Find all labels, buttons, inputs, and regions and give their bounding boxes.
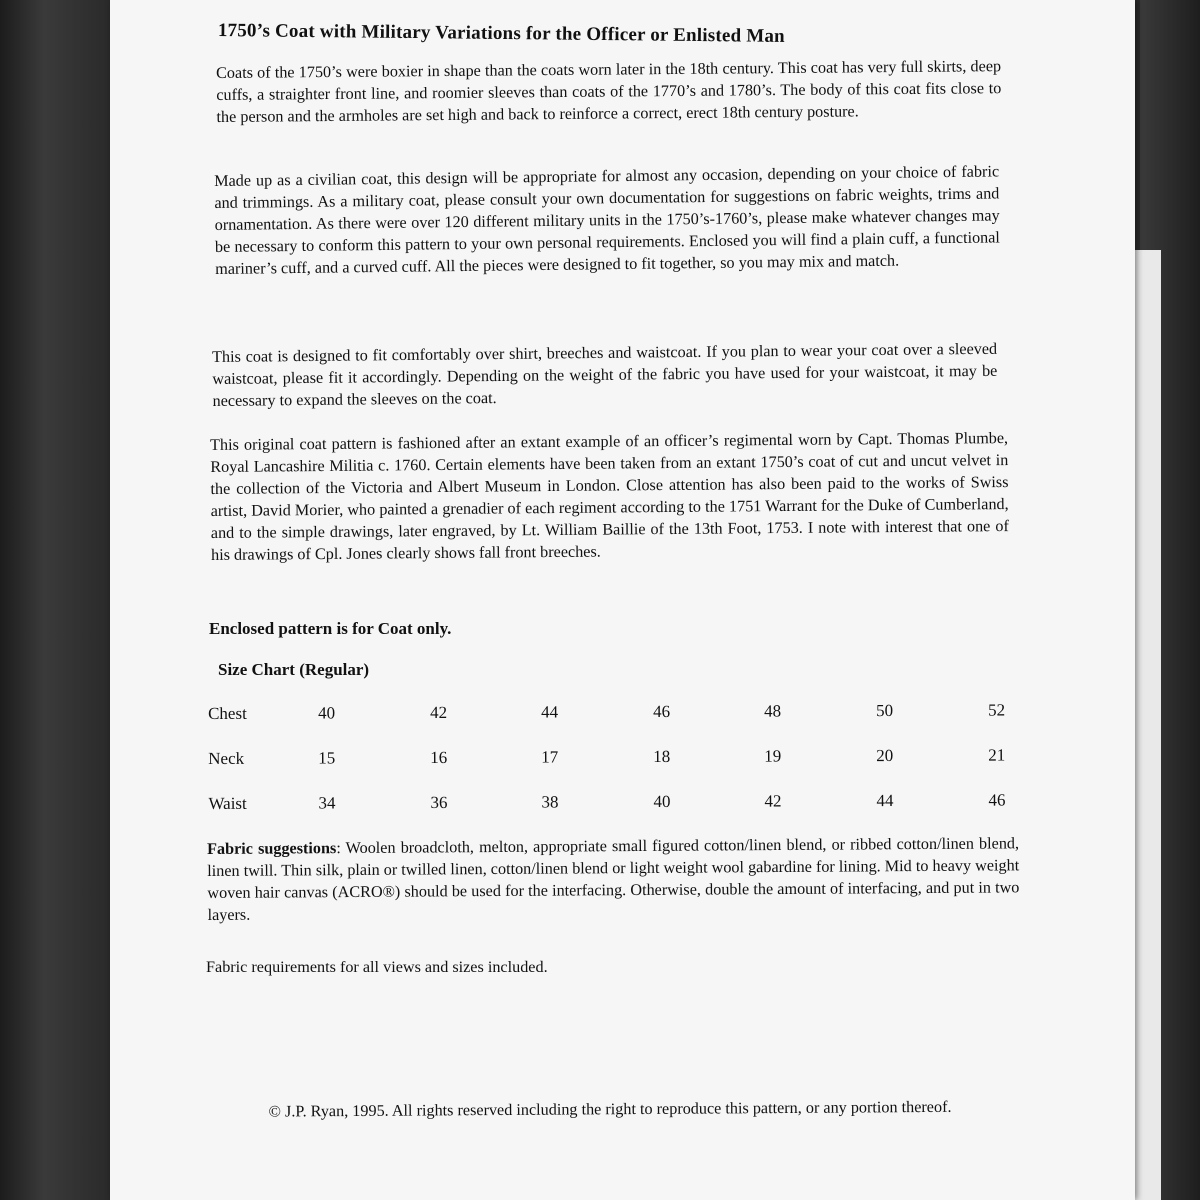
- background-left: [0, 0, 110, 1200]
- paragraph-intro: Coats of the 1750’s were boxier in shape than the coats worn later in the 18th century. This coat has very full skirts, deep cuffs, a straighter front line, and roomier sleeves than coats of the 1770’s and 1780’s. The body of this coat fits close to the person and the armholes are set high and back to reinforce a correct, erect 18th century posture.: [216, 57, 1002, 126]
- size-row-label: Chest: [208, 703, 247, 723]
- size-cell: 16: [430, 747, 448, 768]
- fabric-suggestions-text: : Woolen broadcloth, melton, appropriate small figured cotton/linen blend, or ribbed cotton/linen blend, linen twill. Thin silk, plain or twilled linen, cotton/linen blend or light weight wool gabardine for lining. Mid to heavy weight woven hair canvas (ACRO®) should be used for the interfacing. Otherwise, double the amount of interfacing, and put in two layers.: [207, 834, 1020, 924]
- size-cell: 52: [988, 700, 1006, 720]
- paragraph-history: This original coat pattern is fashioned after an extant example of an officer’s regimental worn by Capt. Thomas Plumbe, Royal Lancashire Militia c. 1760. Certain elements have been taken from an extant 1750’s coat of cut and uncut velvet in the collection of the Victoria and Albert Museum in London. Close attention has also been paid to the works of Swiss artist, David Morier, who painted a grenadier of each regiment according to the 1751 Warrant for the Duke of Cumberland, and to the simple drawings, later engraved, by Lt. William Baillie of the 13th Foot, 1753. I note with interest that one of his drawings of Cpl. Jones clearly shows fall front breeches.: [210, 429, 1009, 564]
- page-title: 1750’s Coat with Military Variations for the Officer or Enlisted Man: [217, 20, 786, 47]
- size-cell: 40: [318, 703, 336, 723]
- size-chart-title: Size Chart (Regular): [218, 660, 370, 679]
- size-cell: 50: [876, 701, 894, 721]
- requirements-note: Fabric requirements for all views and sizes included.: [206, 958, 548, 976]
- size-cell: 46: [653, 701, 671, 722]
- copyright-notice: © J.P. Ryan, 1995. All rights reserved including the right to reproduce this pattern, or any portion thereof.: [268, 1097, 952, 1121]
- paragraph-fit: This coat is designed to fit comfortably over shirt, breeches and waistcoat. If you plan to wear your coat over a sleeved waistcoat, please fit it accordingly. Depending on the weight of the fabric you have used for your waistcoat, it may be necessary to expand the sleeves on the coat.: [212, 339, 998, 410]
- size-row-neck: [208, 741, 1018, 790]
- size-cell: 44: [876, 791, 894, 811]
- size-cell: 21: [988, 745, 1006, 765]
- size-cell: 42: [764, 791, 782, 811]
- size-cell: 46: [988, 790, 1006, 810]
- size-cell: 15: [318, 748, 336, 768]
- size-cell: 42: [430, 702, 448, 723]
- document-page: [110, 0, 1135, 1200]
- size-row-chest: [208, 696, 1018, 745]
- fabric-suggestions-label: Fabric suggestions: [207, 839, 337, 858]
- paragraph-civilian-military: Made up as a civilian coat, this design will be appropriate for almost any occasion, depending on your choice of fabric and trimmings. As a military coat, please consult your own documentation for suggestions on fabric weights, trims and ornamentation. As there were over 120 different military units in the 1750’s-1760’s, please make whatever changes may be necessary to conform this pattern to your own personal requirements. Enclosed you will find a plain cuff, a functional mariner’s cuff, and a curved cuff. All the pieces were designed to fit together, so you may mix and match.: [214, 162, 1000, 278]
- size-cell: 18: [653, 746, 671, 767]
- size-row-waist: [208, 786, 1018, 835]
- size-cell: 20: [876, 746, 894, 766]
- size-row-label: Neck: [208, 748, 245, 768]
- size-cell: 48: [764, 701, 782, 721]
- size-cell: 40: [653, 791, 671, 812]
- size-cell: 44: [541, 702, 559, 722]
- size-row-label: Waist: [208, 793, 247, 813]
- enclosed-note: Enclosed pattern is for Coat only.: [209, 619, 452, 638]
- size-cell: 34: [318, 793, 336, 813]
- size-cell: 17: [541, 747, 559, 767]
- size-cell: 19: [764, 746, 782, 766]
- size-cell: 36: [430, 792, 448, 813]
- size-cell: 38: [541, 792, 559, 812]
- fabric-suggestions: [207, 832, 1020, 926]
- size-chart-table: [208, 696, 1019, 835]
